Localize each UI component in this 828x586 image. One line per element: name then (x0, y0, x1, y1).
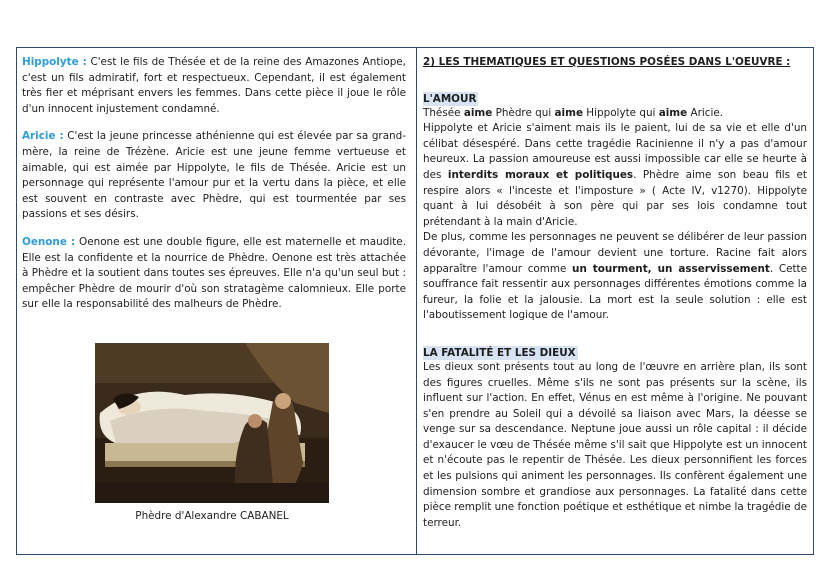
fatalite-paragraph: Les dieux sont présents tout au long de l'œuvre en arrière plan, ils sont des figures cruelles. Même s'ils ne sont pas présents sur la scène, ils influent sur l'action. En effet, Vénus en est même à l'origine. Ne pouvant s'en prendre au Soleil qui a dévoilé sa liaison avec Mars, la déesse se venge sur sa descendance. Neptune joue aussi un rôle capital : il décide d'exaucer le vœu de Thésée même s'il sait que Hippolyte est un innocent et n'écoute pas le repentir de Thésée. Les dieux personnifient les forces et les pulsions qui animent les personnages. Ils confèrent également une dimension sombre et grandiose aux personnages. La fatalité dans cette pièce remplit une fonction poétique et esthétique et nimbe la tragédie de terreur. (423, 360, 807, 529)
amour-heading: L'AMOUR (423, 92, 477, 105)
aricie-name: Aricie : (22, 130, 64, 143)
characters-column (22, 55, 406, 313)
amour-intro: Thésée aime Phèdre qui aime Hippolyte qui aime Aricie. (423, 106, 724, 119)
aricie-paragraph: Aricie : C'est la jeune princesse athénienne qui est élevée par sa grand-mère, la reine de Trézène. Aricie est une jeune femme vertueuse et aimable, qui est aimée par Hippolyte, le fils de Thésée. Aricie est un personnage qui représente l'amour pur et la vertu dans la pièce, et elle est souvent en contraste avec Phèdre, qui est tourmentée par ses passions et ses désirs. (22, 130, 406, 221)
column-divider (416, 47, 417, 555)
hippolyte-name: Hippolyte : (22, 56, 87, 68)
oenone-paragraph: Oenone : Oenone est une double figure, elle est maternelle et maudite. Elle est la confidente et la nourrice de Phèdre. Oenone est très attachée à Phèdre et la soutient dans toutes ses épreuves. Elle n'a qu'un seul but : empêcher Phèdre de mourir d'où son stratagème calomnieux. Elle porte sur elle la responsabilité des malheurs de Phèdre. (22, 235, 406, 311)
hippolyte-paragraph: Hippolyte : C'est le fils de Thésée et de la reine des Amazones Antiope, c'est un fils admiratif, fort et respectueux. Cependant, il est également très fier et méprisant envers les femmes. Dans cette pièce il joue le rôle d'un innocent injustement condamné. (22, 56, 406, 115)
fatalite-heading: LA FATALITÉ ET LES DIEUX (423, 346, 576, 359)
themes-column (423, 55, 807, 531)
themes-main-heading: 2) LES THEMATIQUES ET QUESTIONS POSÉES DANS L'OEUVRE : (423, 56, 791, 68)
painting-illustration (95, 343, 329, 503)
amour-paragraph-2: Hippolyte et Aricie s'aiment mais ils le paient, lui de sa vie et elle d'un célibat désespéré. Dans cette tragédie Racinienne il n'y a pas d'amour heureux. La passion amoureuse est aussi impossible car elle se heurte à des interdits moraux et politiques. Phèdre aime son beau fils et respire alors « l'inceste et l'imposture » ( Acte IV, v1270). Hippolyte quant à lui désobéit à son père qui par ses lois condamne tout prétendant à la main d'Aricie. (423, 122, 807, 228)
amour-paragraph-3: De plus, comme les personnages ne peuvent se délibérer de leur passion dévorante, l'image de l'amour devient une torture. Racine fait alors apparaître l'amour comme un tourment, un asservissement. Cette souffrance fait ressentir aux personnages différentes émotions comme la fureur, la folie et la jalousie. La mort est la seule solution : elle est l'aboutissement logique de l'amour. (423, 231, 808, 322)
painting-caption: Phèdre d'Alexandre CABANEL (135, 510, 289, 522)
oenone-name: Oenone : (22, 235, 76, 248)
phedre-painting (95, 343, 329, 503)
